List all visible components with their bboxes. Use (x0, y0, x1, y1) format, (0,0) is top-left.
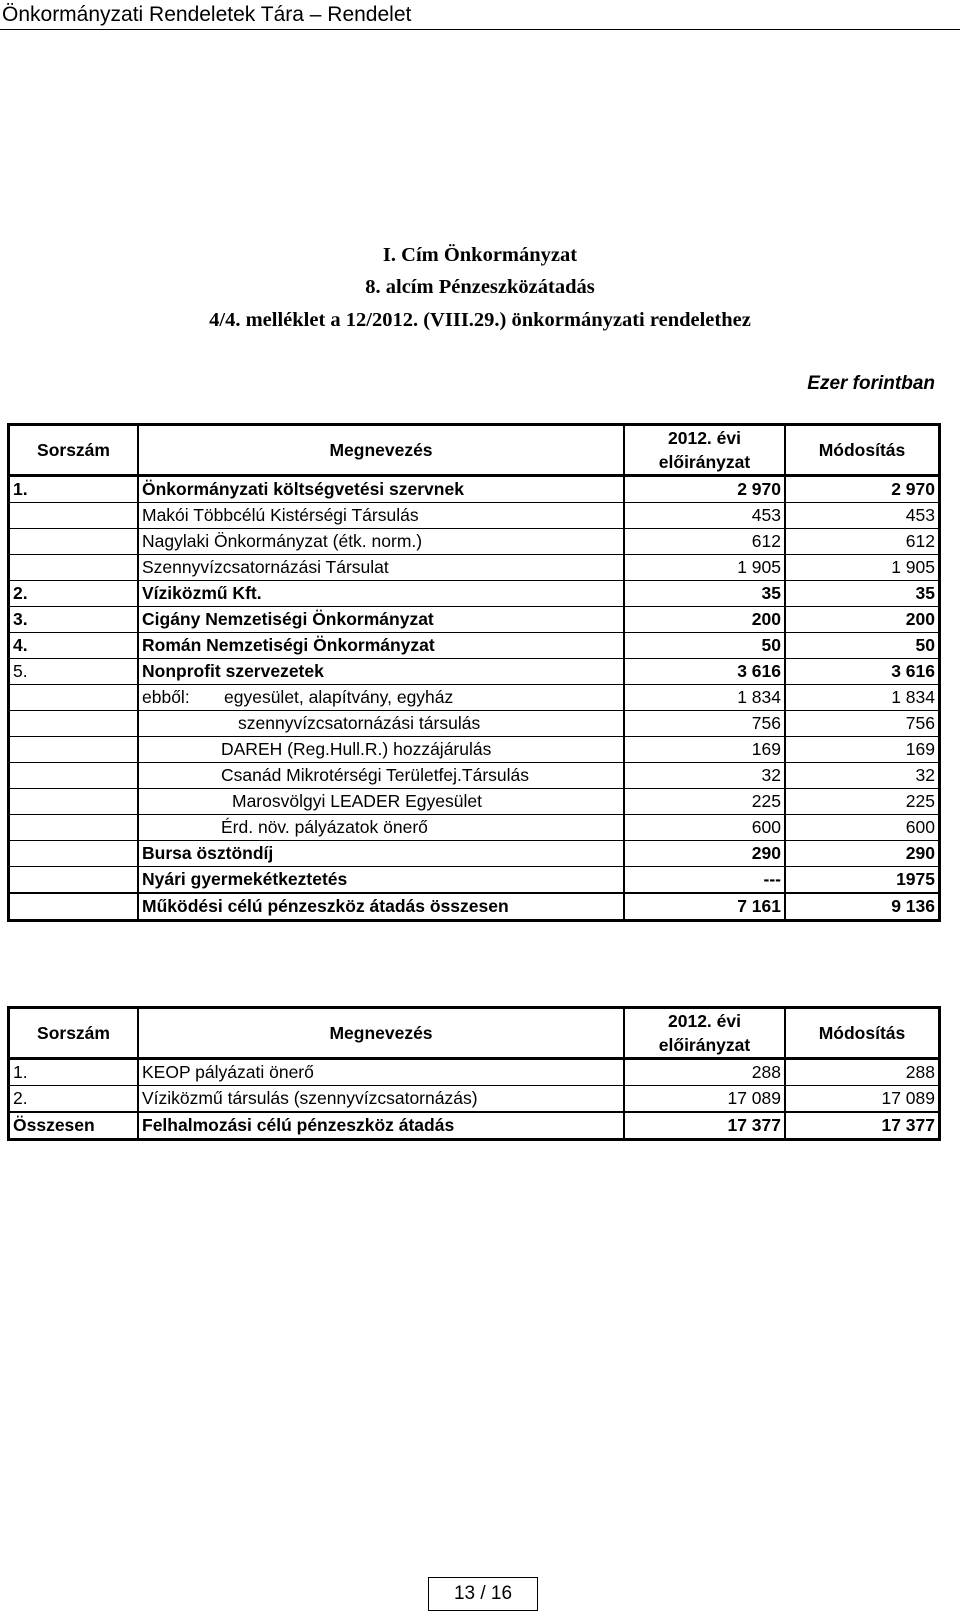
header-eloiranyzat: 2012. évi előirányzat (624, 1008, 785, 1059)
table-row: 4. Román Nemzetiségi Önkormányzat 50 50 (9, 633, 940, 659)
table-row: Makói Többcélú Kistérségi Társulás 453 453 (9, 503, 940, 529)
page-number: 13 / 16 (428, 1577, 538, 1611)
header-sorszam: Sorszám (9, 425, 139, 476)
table-row: Nagylaki Önkormányzat (étk. norm.) 612 612 (9, 529, 940, 555)
header-sorszam: Sorszám (9, 1008, 139, 1059)
header-modositas: Módosítás (785, 425, 940, 476)
table-row: Nyári gyermekétkeztetés --- 1975 (9, 867, 940, 894)
table-row: DAREH (Reg.Hull.R.) hozzájárulás 169 169 (9, 737, 940, 763)
total-row: Működési célú pénzeszköz átadás összesen 7 161 9 136 (9, 893, 940, 921)
document-header-title: Önkormányzati Rendeletek Tára – Rendelet (2, 3, 412, 26)
unit-label: Ezer forintban (807, 373, 935, 394)
table-row: ebből: egyesület, alapítvány, egyház 1 834 1 834 (9, 685, 940, 711)
table-row: 5. Nonprofit szervezetek 3 616 3 616 (9, 659, 940, 685)
document-header (0, 0, 960, 30)
header-modositas: Módosítás (785, 1008, 940, 1059)
title-line-1: I. Cím Önkormányzat (382, 244, 578, 266)
table-row: 2. Víziközmű Kft. 35 35 (9, 581, 940, 607)
operating-transfers-table (7, 423, 941, 922)
table-row: Bursa ösztöndíj 290 290 (9, 841, 940, 867)
table-row: 2. Víziközmű társulás (szennyvízcsatornázás) 17 089 17 089 (9, 1086, 940, 1113)
ebbol-label: ebből: (142, 687, 190, 707)
header-eloiranyzat: 2012. évi előirányzat (624, 425, 785, 476)
table-row: 3. Cigány Nemzetiségi Önkormányzat 200 200 (9, 607, 940, 633)
table-row: Csanád Mikrotérségi Területfej.Társulás 32 32 (9, 763, 940, 789)
table-header-row (9, 425, 940, 476)
capital-transfers-table (7, 1006, 941, 1141)
header-megnevezes: Megnevezés (138, 425, 624, 476)
total-row: Összesen Felhalmozási célú pénzeszköz átadás 17 377 17 377 (9, 1112, 940, 1140)
table-row: 1. KEOP pályázati önerő 288 288 (9, 1059, 940, 1086)
table-row: Érd. növ. pályázatok önerő 600 600 (9, 815, 940, 841)
table-row: 1. Önkormányzati költségvetési szervnek 2 970 2 970 (9, 476, 940, 503)
table-row: Marosvölgyi LEADER Egyesület 225 225 (9, 789, 940, 815)
table-row: Szennyvízcsatornázási Társulat 1 905 1 905 (9, 555, 940, 581)
title-line-2: 8. alcím Pénzeszközátadás (365, 276, 595, 298)
title-line-3: 4/4. melléklet a 12/2012. (VIII.29.) önkormányzati rendelethez (209, 309, 751, 331)
header-megnevezes: Megnevezés (138, 1008, 624, 1059)
table-row: szennyvízcsatornázási társulás 756 756 (9, 711, 940, 737)
table-header-row (9, 1008, 940, 1059)
